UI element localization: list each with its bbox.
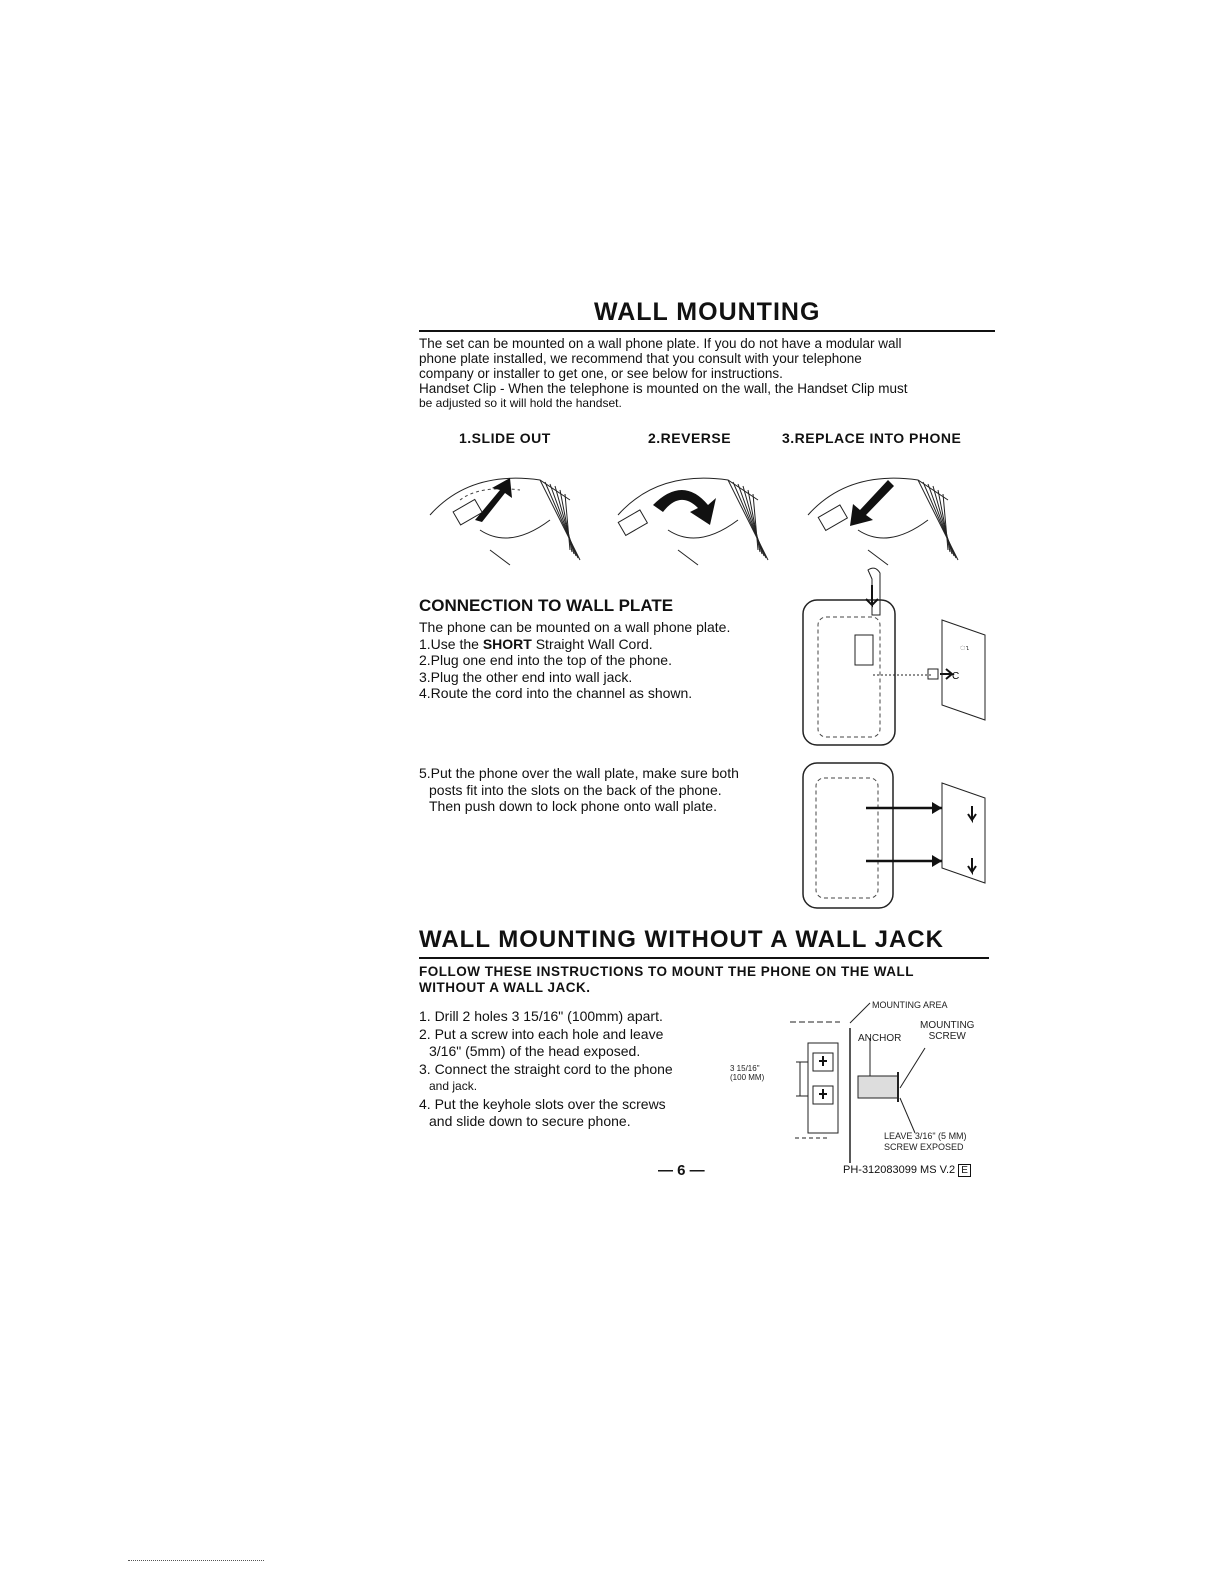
intro-paragraph <box>419 336 999 411</box>
intro-line: phone plate installed, we recommend that you consult with your telephone <box>419 351 862 366</box>
mounting-screw-line: SCREW <box>928 1031 966 1042</box>
dimension-line: (100 MM) <box>730 1073 765 1082</box>
connection-step-5 <box>419 765 799 815</box>
step-5-line: Then push down to lock phone onto wall plate. <box>429 798 717 814</box>
leave-exposed-line: SCREW EXPOSED <box>884 1142 964 1152</box>
without-jack-step-4-cont: and slide down to secure phone. <box>429 1113 631 1129</box>
connection-steps <box>419 619 799 702</box>
step-1-short: SHORT <box>482 635 532 652</box>
step-1-prefix: 1.Use the <box>419 635 483 652</box>
scan-mark <box>128 1560 264 1561</box>
connection-step-2: 2.Plug one end into the top of the phone. <box>419 652 672 668</box>
intro-line: company or installer to get one, or see below for instructions. <box>419 366 783 381</box>
without-jack-subtitle <box>419 964 914 996</box>
step-1-suffix: Straight Wall Cord. <box>531 635 653 652</box>
connection-step-3: 3.Plug the other end into wall jack. <box>419 668 633 685</box>
step-5-line: 5.Put the phone over the wall plate, make sure both <box>419 765 739 781</box>
svg-text:ၤ: ၤ <box>960 642 969 652</box>
step-5-line: posts fit into the slots on the back of the phone. <box>429 781 722 798</box>
cord-routing-diagram <box>800 565 990 750</box>
connection-heading: CONNECTION TO WALL PLATE <box>419 596 674 615</box>
leave-exposed-label <box>884 1131 967 1153</box>
intro-line: Handset Clip - When the telephone is mounted on the wall, the Handset Clip must <box>419 381 908 396</box>
mounting-screw-line: MOUNTING <box>920 1020 975 1031</box>
svg-text:C: C <box>952 671 960 682</box>
reverse-illustration <box>608 460 778 570</box>
without-jack-step-4: 4. Put the keyhole slots over the screws <box>419 1095 666 1112</box>
subtitle-line: FOLLOW THESE INSTRUCTIONS TO MOUNT THE PHONE ON THE WALL <box>419 964 914 979</box>
connection-lead: The phone can be mounted on a wall phone plate. <box>419 619 731 635</box>
mounting-screw-label <box>920 1020 974 1042</box>
dimension-label <box>730 1064 764 1082</box>
step-slide-out: 1.SLIDE OUT <box>459 430 551 446</box>
intro-line: The set can be mounted on a wall phone plate. If you do not have a modular wall <box>419 336 902 351</box>
page-title: WALL MOUNTING <box>594 298 821 326</box>
subtitle-line: WITHOUT A WALL JACK. <box>419 980 591 995</box>
without-jack-step-1: 1. Drill 2 holes 3 15/16" (100mm) apart. <box>419 1008 663 1024</box>
connection-step-4: 4.Route the cord into the channel as shown. <box>419 685 693 701</box>
without-jack-steps <box>419 1008 739 1131</box>
without-jack-step-3: 3. Connect the straight cord to the phone <box>419 1060 673 1077</box>
anchor-label: ANCHOR <box>858 1033 902 1044</box>
lock-onto-plate-diagram <box>800 758 990 913</box>
without-jack-step-3-cont: and jack. <box>429 1079 478 1093</box>
document-code <box>843 1164 971 1177</box>
step-reverse: 2.REVERSE <box>648 430 732 446</box>
without-jack-step-2: 2. Put a screw into each hole and leave <box>419 1025 664 1042</box>
title-rule <box>419 330 995 332</box>
slide-out-illustration <box>420 460 590 570</box>
language-box: E <box>958 1164 971 1177</box>
leave-exposed-line: LEAVE 3/16" (5 MM) <box>884 1131 967 1141</box>
section-title-without-jack: WALL MOUNTING WITHOUT A WALL JACK <box>419 926 944 953</box>
replace-illustration <box>798 460 968 570</box>
document-code-text: PH-312083099 MS V.2 <box>843 1164 956 1176</box>
mounting-area-label: MOUNTING AREA <box>872 1000 948 1010</box>
section-rule <box>419 957 989 959</box>
connection-step-1 <box>419 636 799 653</box>
dimension-line: 3 15/16" <box>730 1064 760 1073</box>
page-number: — 6 — <box>658 1162 705 1179</box>
step-replace: 3.REPLACE INTO PHONE <box>782 430 962 446</box>
intro-line: be adjusted so it will hold the handset. <box>419 396 622 410</box>
without-jack-step-2-cont: 3/16" (5mm) of the head exposed. <box>429 1043 641 1059</box>
